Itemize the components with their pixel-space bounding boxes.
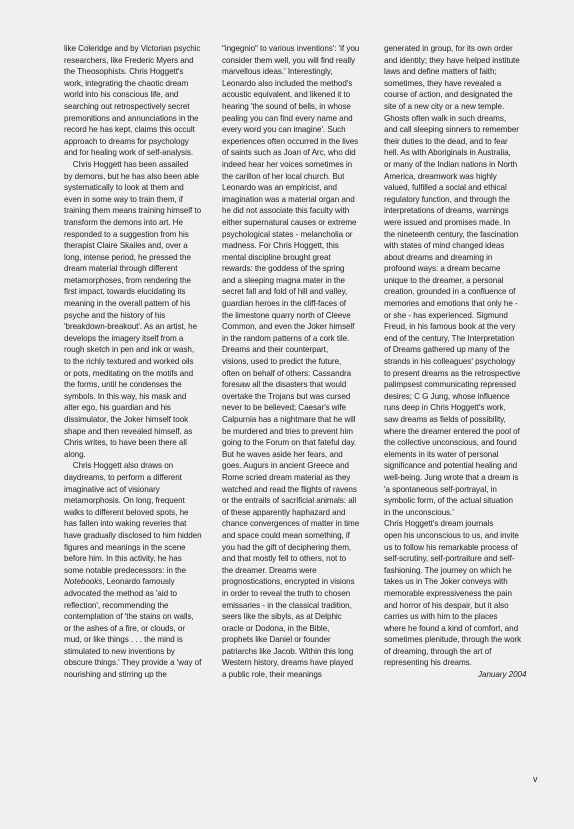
text-line: course of action, and designated the	[384, 90, 513, 100]
text-line: palimpsest communicating repressed	[384, 380, 516, 390]
text-column-3	[384, 43, 544, 681]
text-line: therapist Claire Skailes and, over a	[64, 241, 188, 251]
text-line: and space could mean something, if	[222, 530, 350, 540]
text-line: Rome scried dream material as they	[222, 472, 351, 482]
text-line: and for healing work of self-analysis.	[64, 148, 194, 158]
text-line: before him. In this activity, he has	[64, 554, 182, 564]
text-line: of dreaming, through the art of	[384, 646, 492, 656]
text-line: guardian heroes in the cliff-faces of	[222, 299, 346, 309]
text-line: searching out retrospectively secret	[64, 101, 190, 111]
text-line: in order to reveal the truth to chosen	[222, 588, 351, 598]
text-line: symbolic form, of the actual situation	[384, 496, 514, 506]
text-line: Notebooks, Leonardo famously	[64, 577, 175, 587]
text-line: madness. For Chris Hoggett, this	[222, 241, 339, 251]
text-line: work, integrating the chaotic dream	[64, 78, 189, 88]
text-line: 'breakdown-breakout'. As an artist, he	[64, 322, 198, 332]
text-line: a public role, their meanings	[222, 670, 322, 680]
text-line: be murdered and tries to prevent him	[222, 426, 353, 436]
text-line: significance and potential healing and	[384, 461, 518, 471]
text-line: well-being. Jung wrote that a dream is	[384, 472, 519, 482]
text-line: experiences often occurred in the lives	[222, 136, 359, 146]
text-line: to present dreams as the retrospective	[384, 368, 521, 378]
text-line: researchers, like Frederic Myers and	[64, 55, 194, 65]
text-line: daydreams, to perform a different	[64, 472, 182, 482]
text-line: by demons, but he has also been able	[64, 171, 199, 181]
text-line: metamorphosis. On long, frequent	[64, 496, 185, 506]
text-line: Ghosts often walk in such dreams,	[384, 113, 507, 123]
essay-date: January 2004	[478, 670, 527, 680]
text-line: every word you can imagine'. Such	[222, 125, 346, 135]
text-column-1	[64, 43, 224, 681]
text-line: in the unconscious.'	[384, 507, 454, 517]
text-line: indeed hear her voices sometimes in	[222, 159, 353, 169]
text-line: valued, fulfilled a social and ethical	[384, 183, 507, 193]
text-line: some notable predecessors: in the	[64, 565, 187, 575]
text-line: secret fall and fold of hill and valley,	[222, 287, 348, 297]
text-line: goes. Augurs in ancient Greece and	[222, 461, 349, 471]
text-line: of these apparently haphazard and	[222, 507, 346, 517]
text-line: open his unconscious to us, and invite	[384, 530, 519, 540]
text-line: hearing 'the sound of bells, in whose	[222, 101, 351, 111]
text-line: approach to dreams for psychology	[64, 136, 189, 146]
text-line: and a sleeping magna mater in the	[222, 275, 345, 285]
text-line: often on behalf of others: Cassandra	[222, 368, 352, 378]
text-line: unique to the dreamer, a personal	[384, 275, 504, 285]
text-line: site of a new city or a new temple.	[384, 101, 505, 111]
text-line: acoustic equivalent, and likened it to	[222, 90, 351, 100]
text-line: the carillon of her local church. But	[222, 171, 345, 181]
text-line: seers like the sibyls, as at Delphic	[222, 612, 342, 622]
text-line: runs deep in Chris Hoggett's work,	[384, 403, 506, 413]
text-line: premonitions and annunciations in the	[64, 113, 199, 123]
text-line: the collective unconscious, and found	[384, 438, 517, 448]
text-line: prophets like Daniel or founder	[222, 635, 331, 645]
text-line: marvellous ideas.' Interestingly,	[222, 67, 333, 77]
text-line: about dreams and dreaming in	[384, 252, 493, 262]
text-line: the forms, until he condenses the	[64, 380, 182, 390]
text-line: 'a spontaneous self-portrayal, in	[384, 484, 497, 494]
text-line: Calpurnia has a nightmare that he will	[222, 415, 356, 424]
text-line: interpretations of dreams, warnings	[384, 206, 509, 216]
text-line: Chris Hoggett's dream journals	[384, 519, 494, 529]
text-line: visions, used to predict the future,	[222, 357, 342, 367]
text-line: representing his dreams.	[384, 658, 472, 668]
text-line: have gradually disclosed to him hidden	[64, 530, 202, 540]
text-line: hell. As with Aboriginals in Australia,	[384, 148, 511, 158]
text-line: advocated the method as 'aid to	[64, 588, 177, 598]
text-line: pealing you can find every name and	[222, 113, 353, 123]
text-line: world into his conscious life, and	[64, 90, 179, 100]
text-line: or many of the Indian nations in North	[384, 159, 518, 169]
text-line: end of the century, The Interpretation	[384, 333, 515, 343]
text-line: patriarchs like Jacob. Within this long	[222, 646, 354, 656]
text-line: first impact, towards elucidating its	[64, 287, 186, 297]
text-line: regulatory function, and through the	[384, 194, 510, 204]
text-line: Dreams and their counterpart,	[222, 345, 329, 355]
text-line: either supernatural causes or extreme	[222, 217, 357, 227]
text-line: in the random patterns of a cork tile.	[222, 333, 350, 343]
text-line: watched and read the flights of ravens	[222, 484, 357, 494]
text-line: the nineteenth century, the fascination	[384, 229, 519, 239]
text-column-2	[222, 43, 384, 681]
text-line: memorable expressiveness the pain	[384, 588, 512, 598]
text-line: sometimes plenitude, through the work	[384, 635, 522, 645]
text-line: systematically to look at them and	[64, 183, 184, 193]
text-line: Chris Hoggett has been assailed	[64, 159, 189, 169]
text-line: their duties to the dead, and to fear	[384, 136, 508, 146]
text-line: or the entrails of sacrificial animals: all	[222, 496, 357, 506]
text-line: laws and define matters of faith;	[384, 67, 497, 77]
text-line: generated in group, for its own order	[384, 44, 513, 53]
text-line: or pots, meditating on the motifs and	[64, 368, 194, 378]
text-line: transform the demons into art. He	[64, 217, 183, 227]
text-line: emissaries - in the classical tradition,	[222, 600, 352, 610]
text-line: prognostications, encrypted in visions	[222, 577, 355, 587]
text-line: foresaw all the disasters that would	[222, 380, 347, 390]
text-line: imagination was a material organ and	[222, 194, 355, 204]
text-line: memories and emotions that only he -	[384, 299, 518, 309]
text-line: record he has kept, claims this occult	[64, 125, 195, 135]
text-line: shape and then revealed himself, as	[64, 426, 193, 436]
text-line: contemplation of 'the stains on walls,	[64, 612, 194, 622]
text-line: nourishing and stirring up the	[64, 670, 167, 680]
text-line: the Theosophists. Chris Hoggett's	[64, 67, 184, 77]
text-line: "ingegnio" to various inventions': 'if you	[222, 44, 360, 53]
text-line: responded to a suggestion from his	[64, 229, 189, 239]
text-line: he did not associate this faculty with	[222, 206, 350, 216]
text-line: Chris Hoggett also draws on	[64, 461, 174, 471]
text-line: psychological states - melancholia or	[222, 229, 353, 239]
text-line: even in some way to train them, if	[64, 194, 183, 204]
text-line: dream material through different	[64, 264, 178, 274]
text-line: Western history, dreams have played	[222, 658, 354, 668]
text-line: psyche and the history of his	[64, 310, 166, 320]
text-line: Common, and even the Joker himself	[222, 322, 355, 332]
text-line: like Coleridge and by Victorian psychic	[64, 44, 201, 53]
text-line: chance convergences of matter in time	[222, 519, 360, 529]
text-line: where he found a kind of comfort, and	[384, 623, 519, 633]
text-line: training them means training himself to	[64, 206, 202, 216]
text-line: symbols. In this way, his mask and	[64, 391, 187, 401]
text-line: long, intense period, he pressed the	[64, 252, 191, 262]
text-line: consider them well, you will find really	[222, 55, 355, 65]
text-line: walks to different beloved spots, he	[64, 507, 189, 517]
text-line: obscure things.' They provide a 'way of	[64, 658, 202, 668]
text-line: rough sketch in pen and ink or wash,	[64, 345, 195, 355]
text-line: metamorphoses, from rendering the	[64, 275, 192, 285]
text-line: with states of mind changed ideas	[384, 241, 505, 251]
text-line: strands in his colleagues' psychology	[384, 357, 516, 367]
text-line: reflection', recommending the	[64, 600, 169, 610]
text-line: the dreamer. Dreams were	[222, 565, 317, 575]
text-line: rewards: the goddess of the spring	[222, 264, 345, 274]
text-line: never to be believed; Caesar's wife	[222, 403, 346, 413]
text-line: and identity; they have helped institute	[384, 55, 520, 65]
text-line: were issued and promises made. In	[384, 217, 511, 227]
text-line: figures and meanings in the scene	[64, 542, 186, 552]
text-line: or she - has experienced. Sigmund	[384, 310, 508, 320]
text-line: carries us with him to the places	[384, 612, 498, 622]
text-line: mud, or like things . . . the mind is	[64, 635, 183, 645]
text-line: desires; C G Jung, whose influence	[384, 391, 510, 401]
text-line: dissimulator, the Joker himself took	[64, 415, 189, 424]
text-line: elements in its water of personal	[384, 449, 499, 459]
text-line: or the ashes of a fire, or clouds, or	[64, 623, 185, 633]
text-line: But he waves aside her fears, and	[222, 449, 343, 459]
text-line: Leonardo was an empiricist, and	[222, 183, 337, 193]
text-line: imaginative act of visionary	[64, 484, 160, 494]
text-line: of saints such as Joan of Arc, who did	[222, 148, 356, 158]
text-line: and call sleeping sinners to remember	[384, 125, 519, 135]
text-line: profound ways: a dream became	[384, 264, 501, 274]
text-line: us to follow his remarkable process of	[384, 542, 518, 552]
text-line: Leonardo also included the method's	[222, 78, 353, 88]
text-line: where the dreamer entered the pool of	[384, 426, 520, 436]
text-line: Freud, in his famous book at the very	[384, 322, 516, 332]
text-line: stimulated to new inventions by	[64, 646, 175, 656]
text-line: and that mostly fell to others, not to	[222, 554, 347, 564]
text-line: along.	[64, 449, 86, 459]
text-line: fashioning. The journey on which he	[384, 565, 512, 575]
text-line: takes us in The Joker conveys with	[384, 577, 508, 587]
text-line: Chris writes, to have been there all	[64, 438, 187, 448]
text-line: saw dreams as fields of possibility,	[384, 415, 506, 424]
text-line: of Dreams gathered up many of the	[384, 345, 510, 355]
text-line: creation, grounded in a confluence of	[384, 287, 516, 297]
text-line: to the richly textured and worked oils	[64, 357, 194, 367]
text-line: alter ego, his guardian and his	[64, 403, 171, 413]
text-line: overtake the Trojans but was cursed	[222, 391, 351, 401]
text-line: America, dreamwork was highly	[384, 171, 497, 181]
text-line: self-scrutiny, self-portraiture and self-	[384, 554, 515, 564]
text-line: oracle or Dodona, in the Bible,	[222, 623, 330, 633]
text-line: and horror of his despair, but it also	[384, 600, 509, 610]
text-line: you had the gift of deciphering them,	[222, 542, 352, 552]
text-line: has fallen into waking reveries that	[64, 519, 187, 529]
page-number: v	[533, 774, 538, 784]
text-line: develops the imagery itself from a	[64, 333, 184, 343]
text-line: mental discipline brought great	[222, 252, 331, 262]
text-line: sometimes, they have revealed a	[384, 78, 502, 88]
text-line: going to the Forum on that fateful day.	[222, 438, 357, 448]
text-line: meaning in the overall pattern of his	[64, 299, 191, 309]
text-line: the limestone quarry north of Cleeve	[222, 310, 351, 320]
